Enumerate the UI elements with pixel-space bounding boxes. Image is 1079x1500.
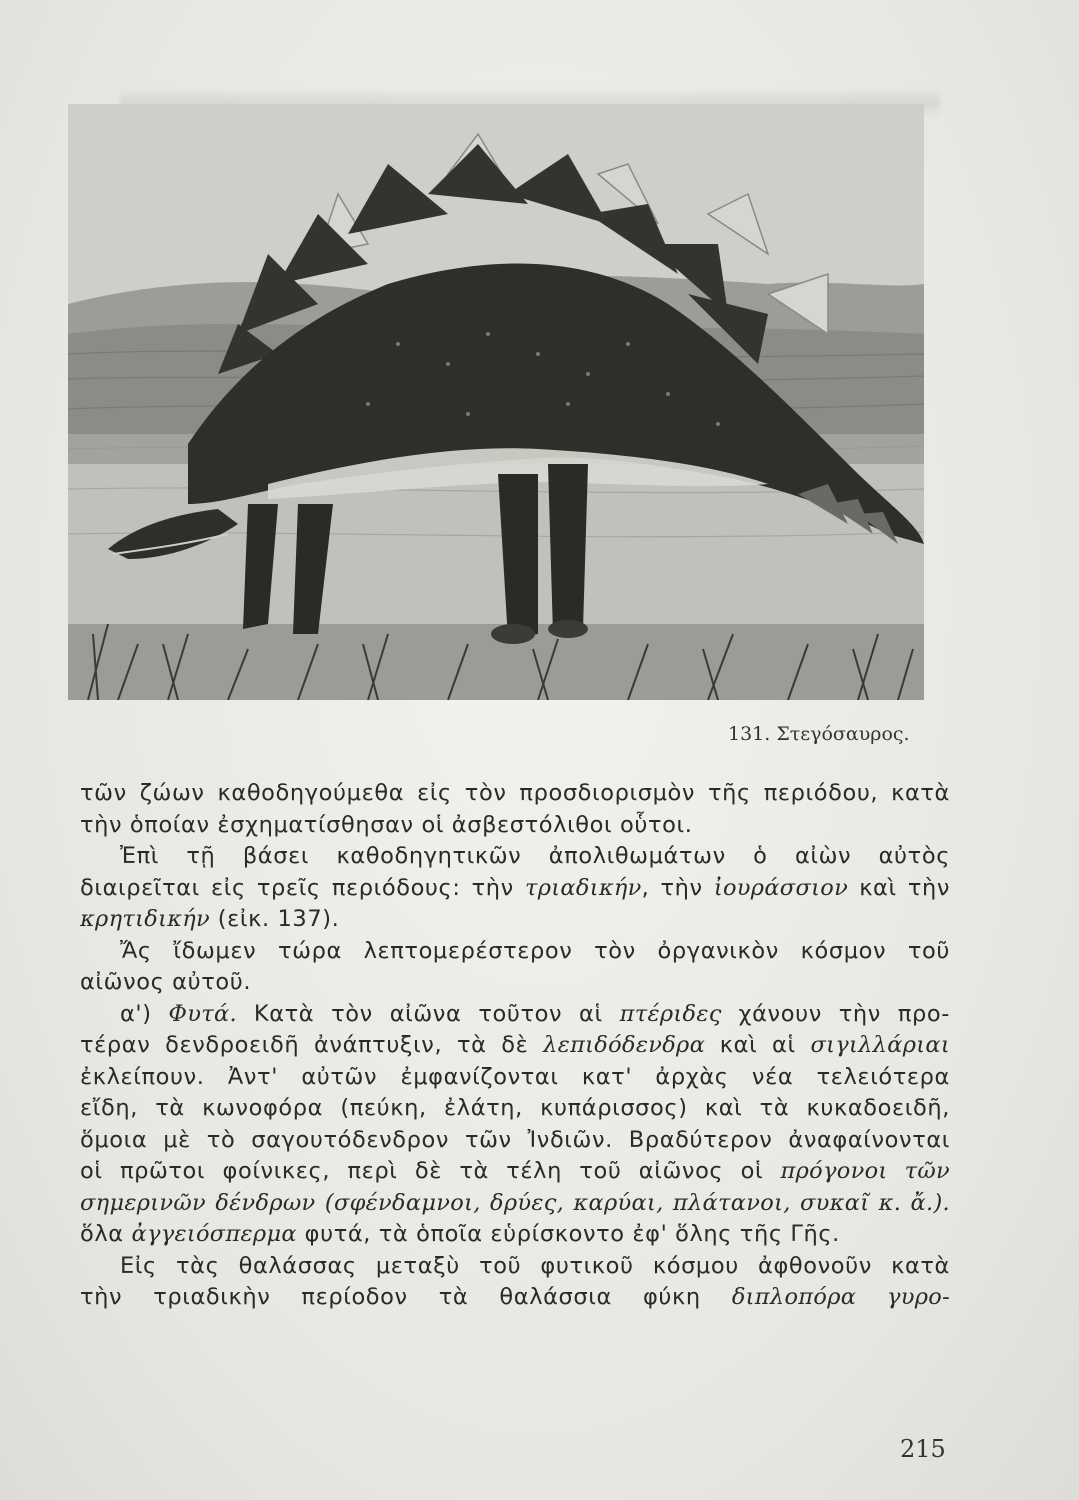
italic-term: ἀγγειόσπερμα (131, 1221, 297, 1247)
text-line (80, 1251, 950, 1283)
text-span: εἴδη, τὰ κωνοφόρα (πεύκη, ἐλάτη, κυπάρισσος) καὶ τὰ κυκαδοειδῆ, (80, 1095, 950, 1121)
text-line (80, 778, 950, 810)
text-line (80, 1219, 950, 1251)
italic-term: λεπιδόδενδρα (543, 1032, 706, 1058)
text-span: αἰῶνος αὐτοῦ. (80, 969, 252, 995)
text-span: τῶν ζώων καθοδηγούμεθα εἰς τὸν προσδιορισμὸν τῆς περιόδου, κατὰ (80, 780, 950, 806)
text-line (80, 1030, 950, 1062)
text-span: τὴν ὁποίαν ἐσχηματίσθησαν οἱ ἀσβεστόλιθοι οὗτοι. (80, 811, 693, 838)
text-span: ὅλα (80, 1221, 132, 1247)
text-line (80, 1282, 950, 1314)
figure-caption: 131. Στεγόσαυρος. (728, 723, 910, 745)
italic-term: σημερινῶν δένδρων (σφένδαμνοι, δρύες, καρύαι, πλάτανοι, συκαῖ κ. ἄ.). (80, 1189, 950, 1216)
text-span: ὅμοια μὲ τὸ σαγουτόδενδρον τῶν Ἰνδιῶν. Βραδύτερον ἀναφαίνονται (80, 1126, 950, 1153)
text-span: Ἐπὶ τῇ βάσει καθοδηγητικῶν ἀπολιθωμάτων ὁ αἰὼν αὐτὸς (120, 843, 950, 869)
italic-term: πρόγονοι τῶν (780, 1158, 950, 1184)
text-span: , τὴν (641, 874, 714, 901)
text-line (80, 841, 950, 873)
italic-term: πτέριδες (619, 1000, 722, 1027)
stegosaurus-illustration (68, 104, 924, 700)
text-span: Κατὰ τὸν αἰῶνα τοῦτον αἱ (236, 1000, 620, 1027)
text-line (80, 936, 950, 968)
text-line (80, 1093, 950, 1125)
italic-term: κρητιδικήν (80, 906, 211, 932)
text-span: χάνουν τὴν προ- (721, 1000, 950, 1027)
italic-term: διπλοπόρα γυρο- (731, 1284, 951, 1310)
italic-term: σιγιλλάριαι (810, 1032, 950, 1058)
text-span: Ἄς ἴδωμεν τώρα λεπτομερέστερον τὸν ὀργανικὸν κόσμον τοῦ (120, 937, 950, 964)
text-line (80, 1062, 950, 1094)
page-number: 215 (900, 1435, 946, 1463)
text-span: τέραν δενδροειδῆ ἀνάπτυξιν, τὰ δὲ (80, 1032, 544, 1058)
text-span: καὶ τὴν (848, 874, 951, 901)
text-line (80, 1156, 950, 1188)
text-line (80, 967, 950, 999)
text-span: (εἰκ. 137). (210, 906, 340, 932)
text-line (80, 810, 950, 842)
italic-term: τριαδικήν (524, 874, 642, 901)
text-span: καὶ αἱ (705, 1032, 811, 1058)
text-span: διαιρεῖται εἰς τρεῖς περιόδους: τὴν (80, 874, 525, 901)
text-line (80, 873, 950, 905)
text-span: ἐκλείπουν. Ἀντ' αὐτῶν ἐμφανίζονται κατ' ἀρχὰς νέα τελειότερα (80, 1063, 950, 1090)
text-line (80, 1125, 950, 1157)
text-line (80, 999, 950, 1031)
italic-term: Φυτά. (168, 1000, 237, 1027)
text-span: Εἰς τὰς θαλάσσας μεταξὺ τοῦ φυτικοῦ κόσμου ἀφθονοῦν κατὰ (120, 1252, 950, 1279)
body-text (80, 778, 950, 1314)
text-span: φυτά, τὰ ὁποῖα εὑρίσκοντο ἐφ' ὅλης τῆς Γῆς. (296, 1221, 840, 1247)
italic-term: ἰουράσσιον (713, 874, 849, 901)
text-span: τὴν τριαδικὴν περίοδον τὰ θαλάσσια φύκη (80, 1284, 732, 1310)
text-span: α') (120, 1000, 169, 1027)
text-line (80, 904, 950, 936)
text-line (80, 1188, 950, 1220)
text-span: οἱ πρῶτοι φοίνικες, περὶ δὲ τὰ τέλη τοῦ αἰῶνος οἱ (80, 1158, 781, 1184)
